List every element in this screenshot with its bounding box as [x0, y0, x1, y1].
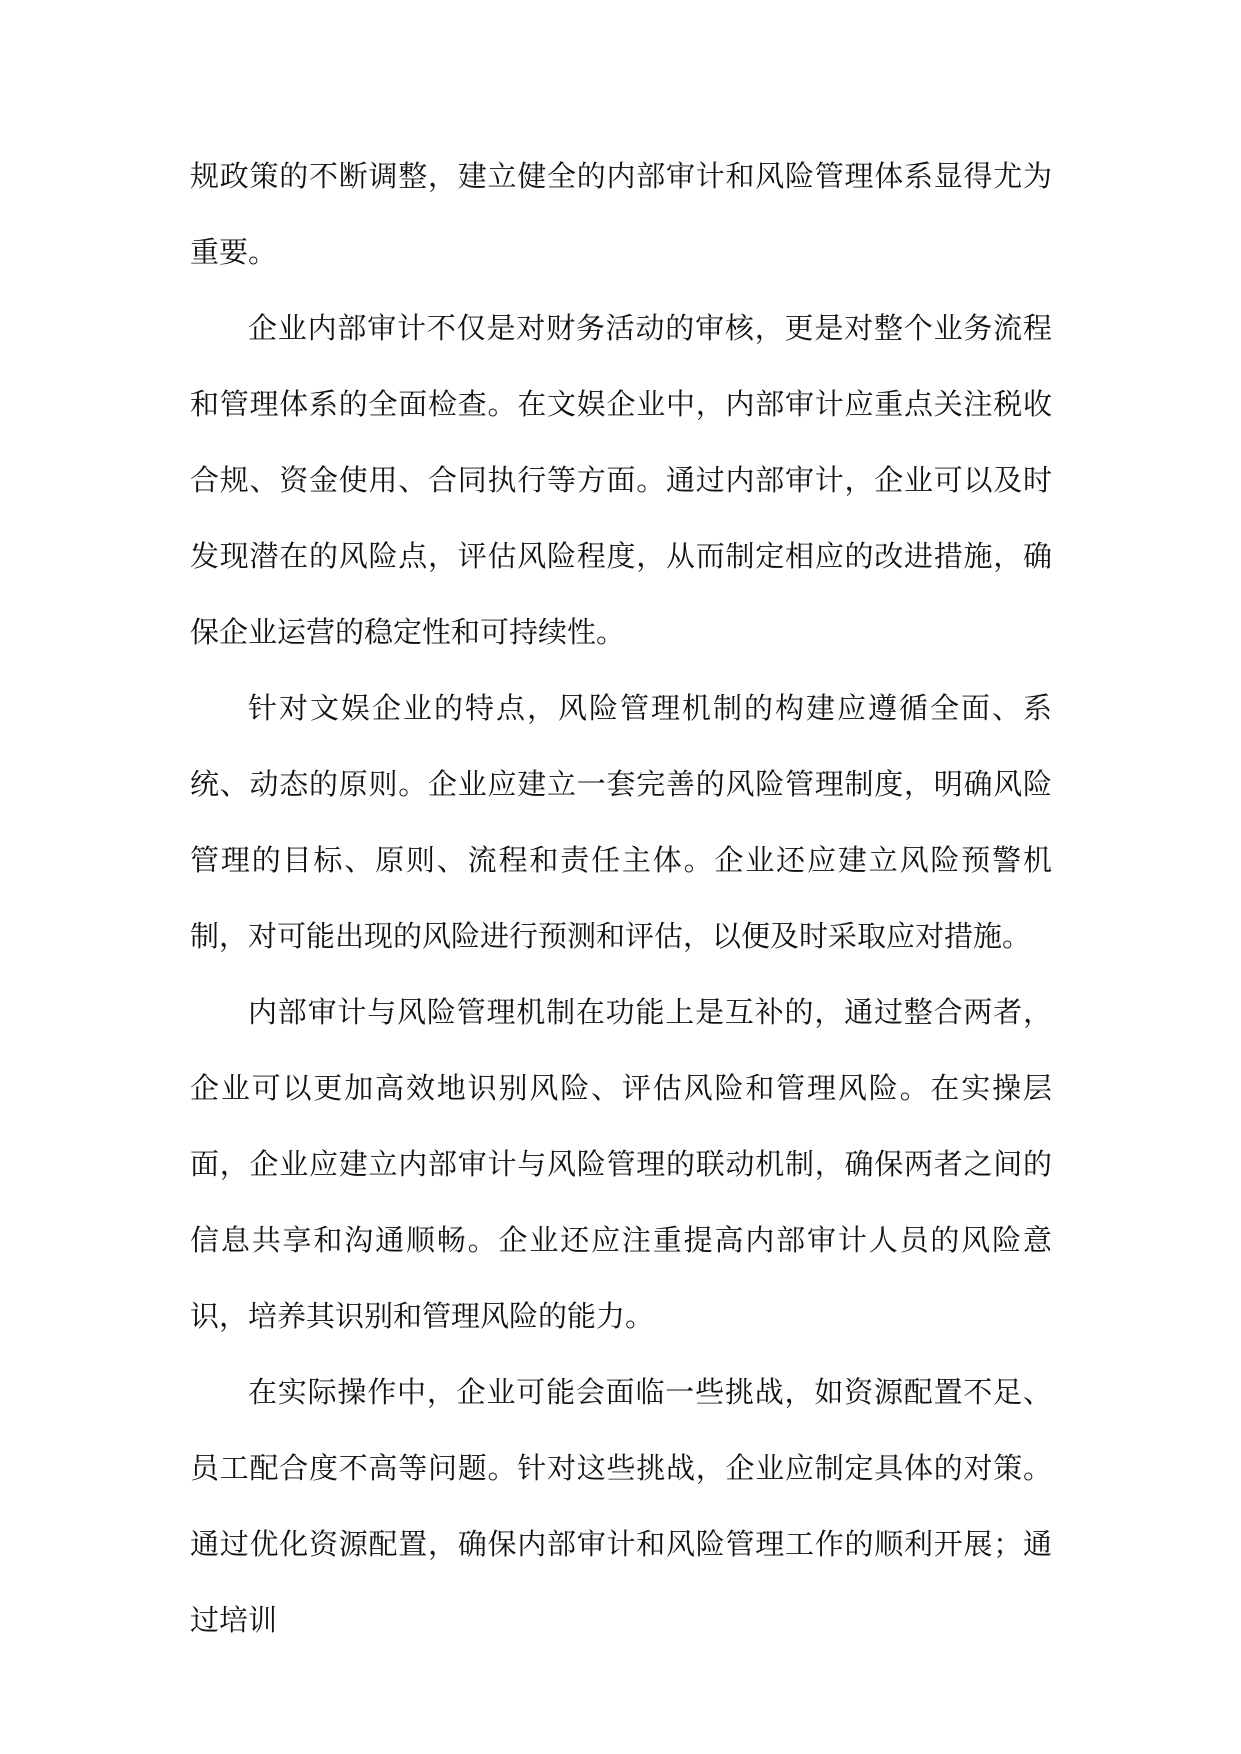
paragraph-integration: 内部审计与风险管理机制在功能上是互补的，通过整合两者，企业可以更加高效地识别风险、评估风险和管理风险。在实操层面，企业应建立内部审计与风险管理的联动机制，确保两者之间的信息共享和沟通顺畅。企业还应注重提高内部审计人员的风险意识，培养其识别和管理风险的能力。	[190, 995, 1052, 1333]
paragraph-challenges: 在实际操作中，企业可能会面临一些挑战，如资源配置不足、员工配合度不高等问题。针对这些挑战，企业应制定具体的对策。通过优化资源配置，确保内部审计和风险管理工作的顺利开展；通过培训	[190, 1375, 1052, 1637]
paragraph-risk-mechanism: 针对文娱企业的特点，风险管理机制的构建应遵循全面、系统、动态的原则。企业应建立一套完善的风险管理制度，明确风险管理的目标、原则、流程和责任主体。企业还应建立风险预警机制，对可能出现的风险进行预测和评估，以便及时采取应对措施。	[190, 691, 1052, 953]
document-page	[190, 138, 1052, 1658]
paragraph-internal-audit: 企业内部审计不仅是对财务活动的审核，更是对整个业务流程和管理体系的全面检查。在文娱企业中，内部审计应重点关注税收合规、资金使用、合同执行等方面。通过内部审计，企业可以及时发现潜在的风险点，评估风险程度，从而制定相应的改进措施，确保企业运营的稳定性和可持续性。	[190, 311, 1052, 649]
paragraph-continuation: 规政策的不断调整，建立健全的内部审计和风险管理体系显得尤为重要。	[190, 159, 1052, 269]
